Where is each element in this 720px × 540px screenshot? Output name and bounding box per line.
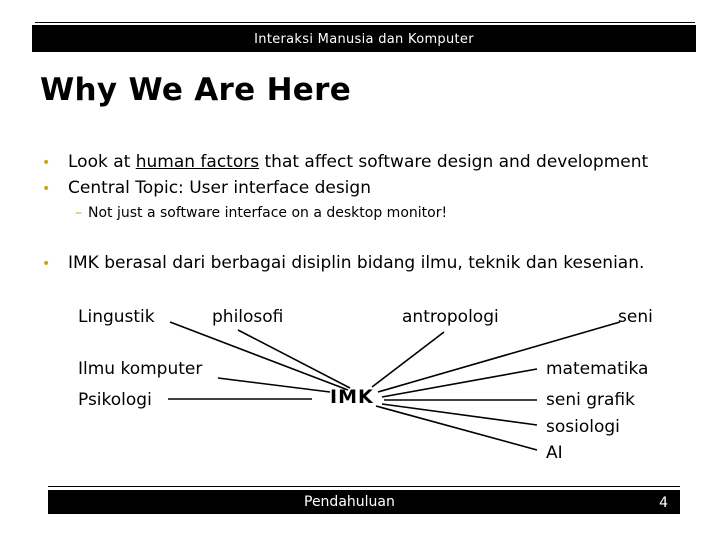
bullet-3-text: IMK berasal dari berbagai disiplin bidang ilmu, teknik dan kesenian.	[68, 253, 645, 273]
header-text: Interaksi Manusia dan Komputer	[254, 32, 474, 47]
node-philosofi: philosofi	[212, 307, 284, 327]
line-ilmu-komputer	[218, 378, 330, 392]
line-matematika	[382, 369, 537, 397]
bullet-dot-icon: •	[42, 256, 51, 272]
line-philosofi	[238, 330, 350, 388]
node-ai: AI	[546, 443, 563, 463]
node-sosiologi: sosiologi	[546, 417, 620, 437]
slide-title: Why We Are Here	[40, 72, 352, 108]
bullet-2-text: Central Topic: User interface design	[68, 178, 371, 198]
bullet-dot-icon: •	[42, 155, 51, 171]
node-antropologi: antropologi	[402, 307, 499, 327]
line-seni	[378, 322, 620, 392]
sub-bullet-dash-icon: –	[75, 205, 82, 221]
node-seni-grafik: seni grafik	[546, 390, 635, 410]
node-imk-center: IMK	[330, 386, 374, 408]
node-psikologi: Psikologi	[78, 390, 152, 410]
footer-top-rule	[48, 486, 680, 487]
footer-bar	[48, 490, 680, 514]
sub-bullet-1-text: Not just a software interface on a desktop monitor!	[88, 205, 448, 221]
human-factors-link: human factors	[135, 152, 260, 172]
node-ilmu-komputer: Ilmu komputer	[78, 359, 203, 379]
bullet-1-pre: Look at	[68, 152, 136, 172]
line-antropologi	[372, 332, 444, 387]
node-matematika: matematika	[546, 359, 649, 379]
bullet-1-post: that affect software design and development	[259, 152, 649, 172]
line-ai	[376, 406, 537, 450]
line-lingustik	[170, 322, 348, 390]
bullet-dot-icon: •	[42, 181, 51, 197]
footer-text: Pendahuluan	[304, 494, 395, 510]
node-seni: seni	[618, 307, 653, 327]
node-lingustik: Lingustik	[78, 307, 155, 327]
page-number: 4	[659, 495, 668, 511]
